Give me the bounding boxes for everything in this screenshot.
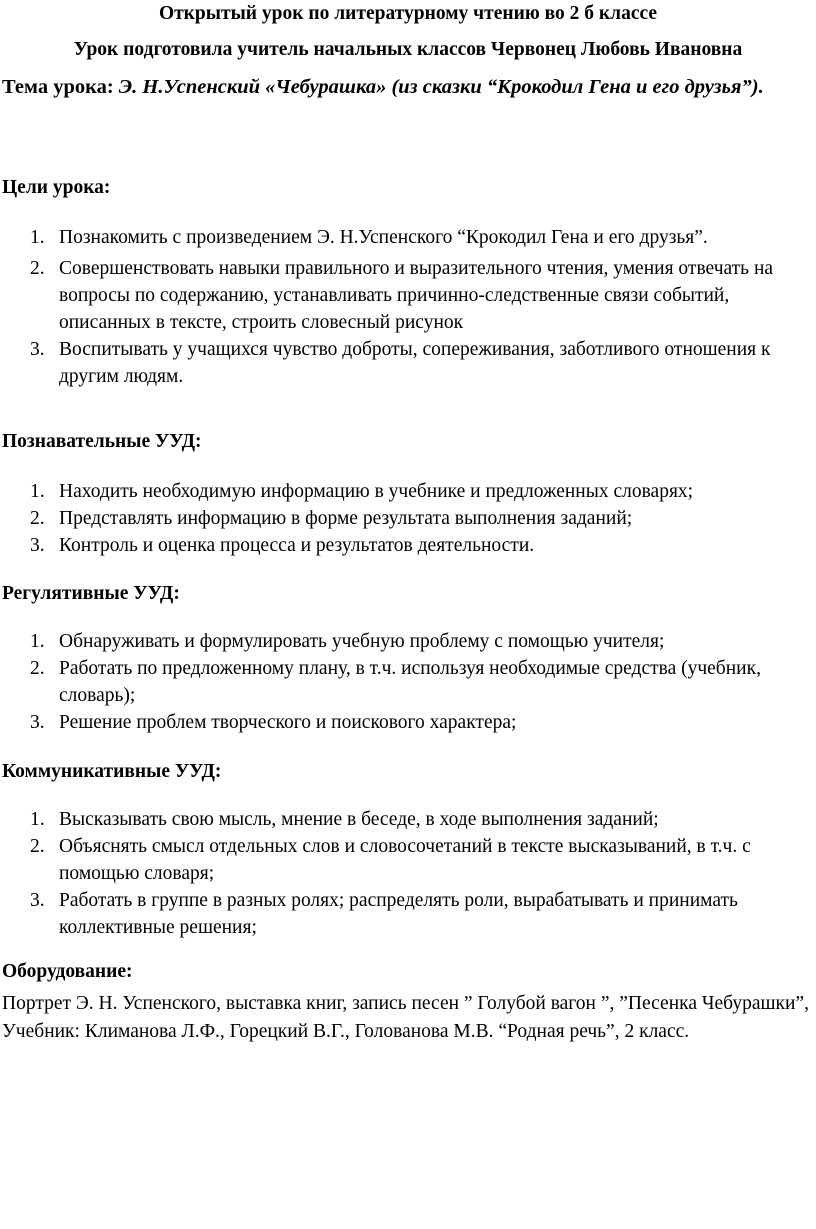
list-item: [0, 887, 816, 941]
list-item-text: Находить необходимую информацию в учебнике и предложенных словарях;: [59, 481, 694, 502]
list-item-number: 1.: [30, 481, 45, 502]
list-item-text: Познакомить с произведением Э. Н.Успенского “Крокодил Гена и его друзья”.: [59, 227, 708, 248]
list-item-number: 2.: [30, 508, 45, 529]
lesson-topic-label: Тема урока:: [2, 76, 114, 98]
regulative-uud-list: [0, 628, 816, 736]
list-item: [0, 709, 816, 736]
list-item-number: 3.: [30, 535, 45, 556]
list-item-text: Представлять информацию в форме результата выполнения заданий;: [59, 508, 633, 529]
list-item-number: 1.: [30, 631, 45, 652]
list-item-text: Решение проблем творческого и поискового характера;: [59, 712, 517, 733]
list-item-number: 3.: [30, 339, 45, 360]
document-title: Открытый урок по литературному чтению во 2 б классе: [158, 3, 658, 24]
list-item: [0, 806, 816, 833]
list-item: [0, 505, 816, 532]
regulative-uud-heading: Регулятивные УУД:: [2, 583, 180, 604]
cognitive-uud-heading: Познавательные УУД:: [2, 431, 202, 452]
list-item-text: Объяснять смысл отдельных слов и словосочетаний в тексте высказываний, в т.ч. с помощью словаря;: [59, 836, 751, 884]
goals-list: [0, 224, 816, 390]
communicative-uud-heading: Коммуникативные УУД:: [2, 761, 222, 782]
lesson-topic-value: Э. Н.Успенский «Чебурашка» (из сказки “Крокодил Гена и его друзья”).: [113, 76, 764, 98]
equipment-heading: Оборудование:: [2, 961, 133, 982]
list-item-number: 1.: [30, 809, 45, 830]
list-item-number: 2.: [30, 258, 45, 279]
list-item-number: 2.: [30, 658, 45, 679]
list-item: [0, 224, 816, 251]
list-item-number: 1.: [30, 227, 45, 248]
list-item-text: Обнаруживать и формулировать учебную проблему с помощью учителя;: [59, 631, 665, 652]
list-item-number: 3.: [30, 890, 45, 911]
list-item-text: Работать по предложенному плану, в т.ч. используя необходимые средства (учебник, словарь);: [59, 658, 761, 706]
equipment-text: Портрет Э. Н. Успенского, выставка книг, запись песен ” Голубой вагон ”, ”Песенка Чебурашки”, Учебник: Климанова Л.Ф., Горецкий В.Г., Голованова М.В. “Родная речь”, 2 класс.: [2, 993, 809, 1042]
list-item-text: Контроль и оценка процесса и результатов деятельности.: [59, 535, 535, 556]
list-item-text: Воспитывать у учащихся чувство доброты, сопереживания, заботливого отношения к другим людям.: [59, 339, 771, 387]
list-item: [0, 478, 816, 505]
list-item-text: Работать в группе в разных ролях; распределять роли, вырабатывать и принимать коллективные решения;: [59, 890, 738, 938]
list-item-text: Высказывать свою мысль, мнение в беседе, в ходе выполнения заданий;: [59, 809, 659, 830]
list-item-number: 2.: [30, 836, 45, 857]
list-item: [0, 532, 816, 559]
cognitive-uud-list: [0, 478, 816, 559]
communicative-uud-list: [0, 806, 816, 941]
list-item-number: 3.: [30, 712, 45, 733]
list-item: [0, 833, 816, 887]
list-item-text: Совершенствовать навыки правильного и выразительного чтения, умения отвечать на вопросы по содержанию, устанавливать причинно-следственные связи событий, описанных в тексте, строить словесный рисунок: [59, 258, 774, 333]
list-item: [0, 255, 816, 336]
list-item: [0, 336, 816, 390]
list-item: [0, 628, 816, 655]
document-author-line: Урок подготовила учитель начальных классов Червонец Любовь Ивановна: [73, 39, 743, 60]
list-item: [0, 655, 816, 709]
lesson-topic: [2, 73, 792, 101]
goals-heading: Цели урока:: [2, 177, 111, 198]
